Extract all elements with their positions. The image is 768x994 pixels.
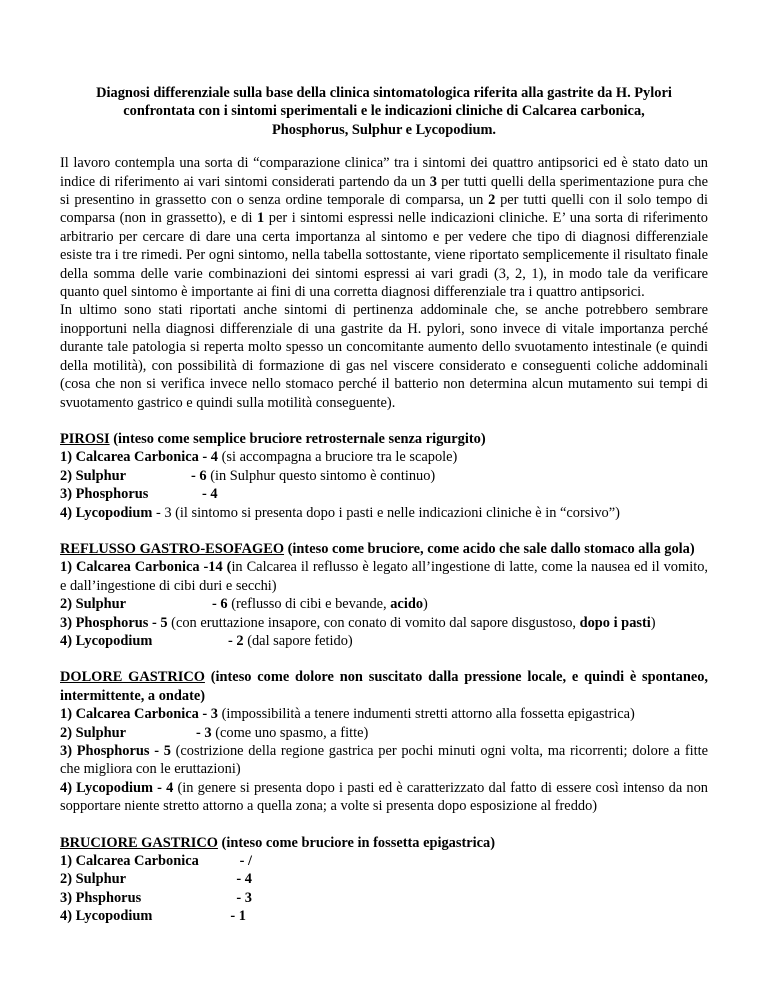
remedy-note: in Calcarea il reflusso è legato all’ingestione di latte, come la nausea ed il vomito, e dall’ingestione di cibi duri e secchi) <box>60 559 708 594</box>
section-heading <box>60 834 708 852</box>
remedy-note: ) <box>423 596 428 613</box>
remedy-row <box>60 595 708 613</box>
remedy-row <box>60 870 708 888</box>
remedy-name: 2) Sulphur <box>60 724 126 741</box>
intro-text: Il lavoro contempla una sorta di “comparazione clinica” tra i sintomi dei quattro antipsorici ed è stato dato un indice di riferimento ai vari sintomi considerati partendo da un <box>60 155 708 190</box>
intro-text: per tutti quelli con il solo tempo di comparsa (non in grassetto), e di <box>60 192 708 227</box>
heading-description: (inteso come semplice bruciore retrosternale senza rigurgito) <box>109 430 486 447</box>
title-line-2: confrontata con i sintomi sperimentali e le indicazioni cliniche di Calcarea carbonica, <box>123 103 645 120</box>
heading-description: (inteso come bruciore in fossetta epigastrica) <box>217 834 496 851</box>
section-pirosi <box>60 430 708 522</box>
remedy-name: 3) Phosphorus - 5 <box>60 614 168 631</box>
remedy-name: 4) Lycopodium <box>60 504 153 521</box>
remedy-name: 3) Phsphorus <box>60 889 142 906</box>
remedy-row <box>60 889 708 907</box>
document-content <box>60 84 708 926</box>
remedy-name: 1) Calcarea Carbonica - 3 <box>60 706 219 723</box>
remedy-row <box>60 852 708 870</box>
remedy-name: 4) Lycopodium - 4 <box>60 779 174 796</box>
grade-2: 2 <box>488 192 496 209</box>
remedy-name: 2) Sulphur <box>60 467 126 484</box>
intro-paragraph-1 <box>60 154 708 301</box>
remedy-score: - 4 <box>236 871 252 888</box>
remedy-row <box>60 558 708 595</box>
remedy-score: - 6 <box>191 467 207 484</box>
remedy-note: (dal sapore fetido) <box>243 632 353 649</box>
remedy-score: - 4 <box>202 486 218 503</box>
remedy-name: 2) Sulphur <box>60 596 126 613</box>
remedy-note: ) <box>650 614 656 631</box>
remedy-note: (come uno spasmo, a fitte) <box>211 724 369 741</box>
remedy-score: - / <box>239 853 252 870</box>
remedy-row <box>60 504 708 522</box>
remedy-name: 3) Phosphorus <box>60 486 149 503</box>
section-heading <box>60 430 708 448</box>
remedy-score: - 1 <box>230 908 246 925</box>
remedy-note: (in genere si presenta dopo i pasti ed è caratterizzato dal fatto di essere così intenso da non sopportare niente stretto attorno a quella zona; a volte si presenta dopo esposizione al freddo) <box>60 779 709 815</box>
title-line-1: Diagnosi differenziale sulla base della clinica sintomatologica riferita alla gastrite da H. Pylori <box>96 85 672 101</box>
section-heading <box>60 668 708 705</box>
remedy-note-bold: acido <box>390 596 424 613</box>
heading-label: BRUCIORE GASTRICO <box>60 834 218 851</box>
remedy-row <box>60 779 708 816</box>
remedy-score: - 6 <box>212 596 228 613</box>
remedy-row <box>60 485 708 503</box>
heading-label: DOLORE GASTRICO <box>60 669 205 686</box>
remedy-note-bold: dopo i pasti <box>579 614 651 631</box>
remedy-note: (in Sulphur questo sintomo è continuo) <box>206 467 436 484</box>
document-title <box>60 84 708 139</box>
heading-label: REFLUSSO GASTRO-ESOFAGEO <box>60 540 285 557</box>
remedy-note: (impossibilità a tenere indumenti stretti attorno alla fossetta epigastrica) <box>218 706 635 723</box>
remedy-note: (con eruttazione insapore, con conato di vomito dal sapore disgustoso, <box>167 614 580 631</box>
heading-description: (inteso come bruciore, come acido che sale dallo stomaco alla gola) <box>284 540 695 557</box>
remedy-note: - 3 (il sintomo si presenta dopo i pasti e nelle indicazioni cliniche è in “corsivo”) <box>152 504 620 521</box>
remedy-score: - 3 <box>236 889 252 906</box>
section-heading <box>60 540 708 558</box>
remedy-score: - 2 <box>228 632 244 649</box>
remedy-name: 3) Phosphorus - 5 <box>60 743 171 759</box>
remedy-note: (si accompagna a bruciore tra le scapole) <box>218 449 458 466</box>
remedy-name: 1) Calcarea Carbonica <box>60 853 199 870</box>
remedy-row <box>60 742 708 779</box>
remedy-row <box>60 448 708 466</box>
remedy-score: - 3 <box>196 724 212 741</box>
section-dolore <box>60 668 708 815</box>
section-bruciore <box>60 834 708 926</box>
remedy-note: (reflusso di cibi e bevande, <box>227 596 391 613</box>
intro-text: per i sintomi espressi nelle indicazioni cliniche. E’ una sorta di riferimento arbitrario per cercare di dare una certa importanza al sintomo e per vedere che tipo di diagnosi differenziale esiste tra i tre rimedi. Per ogni sintomo, nella tabella sottostante, viene riportato semplicemente il risultato finale della somma delle varie combinazioni dei sintomi espressi ai vari gradi (3, 2, 1), in modo tale da verificare quanto quel sintomo è importante ai fini di una corretta diagnosi differenziale tra i quattro antipsorici. <box>60 210 708 301</box>
heading-description: (inteso come dolore non suscitato dalla pressione locale, e quindi è spontaneo, intermittente, a ondate) <box>60 669 709 704</box>
section-reflusso <box>60 540 708 650</box>
remedy-row <box>60 724 708 742</box>
remedy-row <box>60 907 708 925</box>
remedy-name: 1) Calcarea Carbonica - 4 <box>60 449 219 466</box>
grade-1: 1 <box>257 210 265 227</box>
remedy-name: 1) Calcarea Carbonica -14 ( <box>60 559 232 576</box>
remedy-name: 4) Lycopodium <box>60 908 153 925</box>
remedy-note: (costrizione della regione gastrica per pochi minuti ogni volta, ma ricorrenti; dolore a fitte che migliora con le eruttazioni) <box>60 743 708 778</box>
remedy-row <box>60 467 708 485</box>
remedy-row <box>60 705 708 723</box>
bruciore-score-list <box>60 852 708 926</box>
grade-3: 3 <box>429 173 437 190</box>
remedy-row <box>60 632 708 650</box>
remedy-row <box>60 614 708 632</box>
remedy-name: 2) Sulphur <box>60 871 126 888</box>
intro-paragraph-2: In ultimo sono stati riportati anche sintomi di pertinenza addominale che, se anche potrebbero sembrare inopportuni nella diagnosi differenziale di una gastrite da H. pylori, sono invece di vitale importanza perché durante tale patologia si reperta molto spesso un concomitante aumento dello svuotamento intestinale (e quindi della motilità), con possibilità di formazione di gas nel viscere considerato e conseguenti coliche addominali (cosa che non si verifica invece nello stomaco perché il batterio non determina alcun mutamento sui tempi di svuotamento gastrico e quindi sulla motilità conseguente). <box>60 302 708 411</box>
title-line-3: Phosphorus, Sulphur e Lycopodium. <box>271 121 497 138</box>
heading-label: PIROSI <box>60 430 110 447</box>
remedy-name: 4) Lycopodium <box>60 632 153 649</box>
intro-text: per tutti quelli della sperimentazione pura che si presentino in grassetto con o senza ordine temporale di comparsa, un <box>60 173 709 209</box>
